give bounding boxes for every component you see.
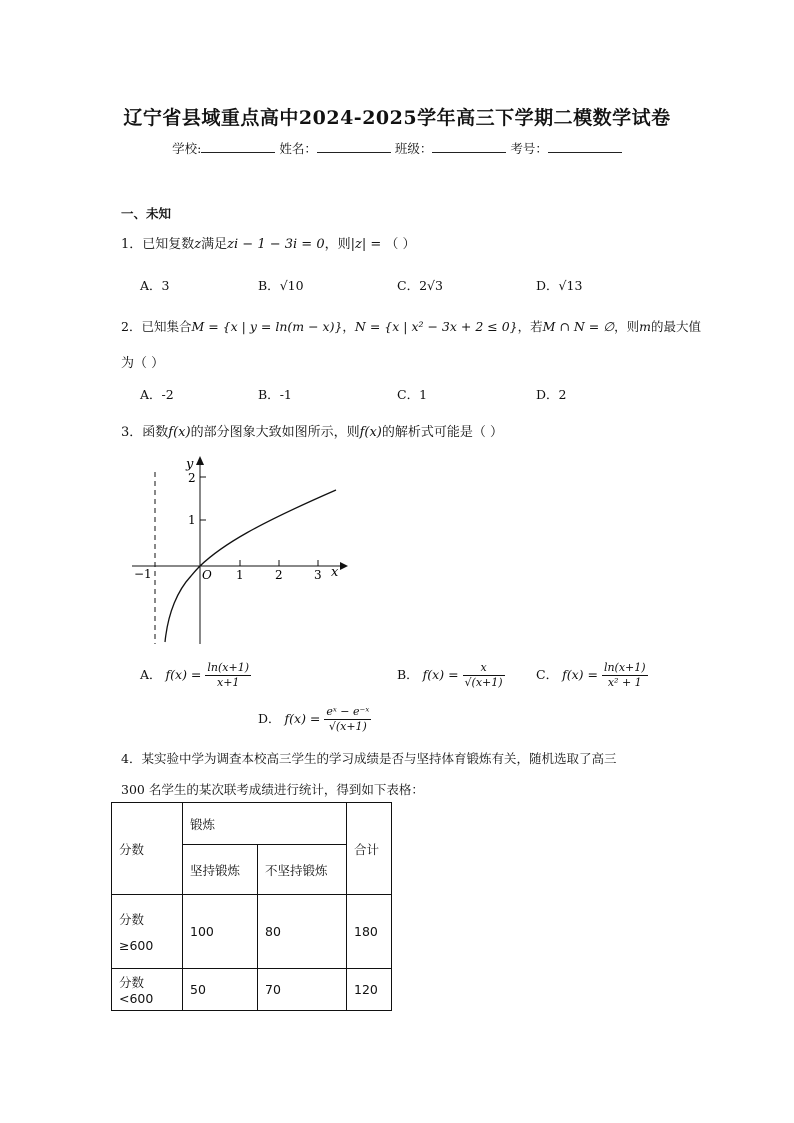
x-tick-label: 1 bbox=[236, 568, 244, 582]
exam-no-field[interactable] bbox=[548, 140, 622, 153]
q1-option-a[interactable]: A．3 bbox=[140, 278, 170, 293]
question-1-stem bbox=[121, 233, 416, 252]
student-info-line bbox=[0, 139, 794, 157]
q2-condition: M ∩ N = ∅ bbox=[542, 319, 615, 334]
name-label: 姓名： bbox=[279, 141, 317, 156]
header-exercise: 锻炼 bbox=[183, 803, 347, 845]
x-axis-label: x bbox=[331, 565, 339, 580]
x-tick-label: 2 bbox=[275, 568, 283, 582]
y-tick-label: 1 bbox=[188, 513, 196, 527]
q3-option-c[interactable]: C． f(x) = $\frac{\ln(x+1)}{\text{x² + 1}}$ bbox=[536, 661, 646, 689]
page-title: 辽宁省县域重点高中2024-2025学年高三下学期二模数学试卷 bbox=[123, 107, 671, 129]
x-tick-label: 3 bbox=[314, 568, 322, 582]
q1-option-d[interactable]: D．√13 bbox=[536, 278, 583, 293]
question-3-stem: 3．函数f(x)的部分图象大致如图所示，则f(x)的解析式可能是（ ） bbox=[121, 425, 504, 440]
cell-keep: 50 bbox=[183, 969, 258, 1011]
x-tick-label: −1 bbox=[134, 567, 152, 581]
q1-text: ，则 bbox=[324, 237, 351, 252]
cell-keep: 100 bbox=[183, 895, 258, 969]
q2-option-b[interactable]: B．-1 bbox=[258, 387, 292, 402]
header-score: 分数 bbox=[112, 803, 183, 895]
q1-text: 1．已知复数 bbox=[121, 237, 195, 252]
q1-equation: zi − 1 − 3i = 0 bbox=[227, 237, 325, 252]
q3-option-b[interactable]: B． f(x) = $\frac{x}{√(x+1)}$ bbox=[397, 661, 503, 689]
section-heading: 一、未知 bbox=[121, 206, 172, 221]
q1-option-c[interactable]: C．2√3 bbox=[397, 278, 443, 293]
cell-total: 180 bbox=[347, 895, 392, 969]
q3-option-d[interactable]: D． f(x) = $\frac{\text{eˣ − e⁻ˣ}}{√(x+1)}$ bbox=[258, 705, 370, 733]
q1-text: 满足 bbox=[201, 237, 228, 252]
q1-text: = （ ） bbox=[366, 237, 416, 252]
school-field[interactable] bbox=[201, 140, 275, 153]
table-row bbox=[112, 895, 392, 969]
header-keep: 坚持锻炼 bbox=[183, 845, 258, 895]
q2-option-a[interactable]: A．-2 bbox=[140, 387, 174, 402]
y-axis-label: y bbox=[186, 457, 194, 472]
q3-option-a[interactable]: A． f(x) = $\frac{\ln(x+1)}{x+1}$ bbox=[140, 661, 249, 689]
origin-label: O bbox=[202, 568, 212, 582]
y-tick-label: 2 bbox=[188, 471, 196, 485]
q1-option-b[interactable]: B．√10 bbox=[258, 278, 304, 293]
cell-not-keep: 80 bbox=[258, 895, 347, 969]
class-field[interactable] bbox=[432, 140, 506, 153]
question-4-stem: 4．某实验中学为调查本校高三学生的学习成绩是否与坚持体育锻炼有关，随机选取了高三 bbox=[121, 751, 617, 766]
q2-option-d[interactable]: D．2 bbox=[536, 387, 567, 402]
q2-set-n: N = {x | x² − 3x + 2 ≤ 0} bbox=[354, 319, 518, 334]
school-label: 学校: bbox=[172, 141, 202, 156]
question-2-stem: 2．已知集合M = {x | y = ln(m − x)}，N = {x | x² − 3x + 2 ≤ 0}，若M ∩ N = ∅，则m的最大值 bbox=[121, 319, 701, 334]
header-not-keep: 不坚持锻炼 bbox=[258, 845, 347, 895]
y-axis-arrow bbox=[196, 456, 204, 465]
score-exercise-table bbox=[111, 802, 392, 1011]
q2-set-m: M = {x | y = ln(m − x)} bbox=[191, 319, 343, 334]
function-graph bbox=[128, 452, 348, 648]
question-4-stem-line2: 300 名学生的某次联考成绩进行统计，得到如下表格： bbox=[121, 782, 424, 797]
q1-var: z bbox=[194, 237, 202, 252]
exam-no-label: 考号： bbox=[510, 141, 548, 156]
header-total: 合计 bbox=[347, 803, 392, 895]
class-label: 班级： bbox=[394, 141, 433, 156]
row-label: 分数<600 bbox=[112, 969, 183, 1011]
cell-not-keep: 70 bbox=[258, 969, 347, 1011]
q2-option-c[interactable]: C．1 bbox=[397, 387, 428, 402]
question-2-stem-line2: 为（ ） bbox=[121, 356, 165, 371]
x-axis-arrow bbox=[340, 562, 348, 570]
row-label: 分数 ≥600 bbox=[112, 895, 183, 969]
table-row bbox=[112, 969, 392, 1011]
name-field[interactable] bbox=[317, 140, 391, 153]
cell-total: 120 bbox=[347, 969, 392, 1011]
q1-abs-z: |z| bbox=[350, 237, 367, 252]
